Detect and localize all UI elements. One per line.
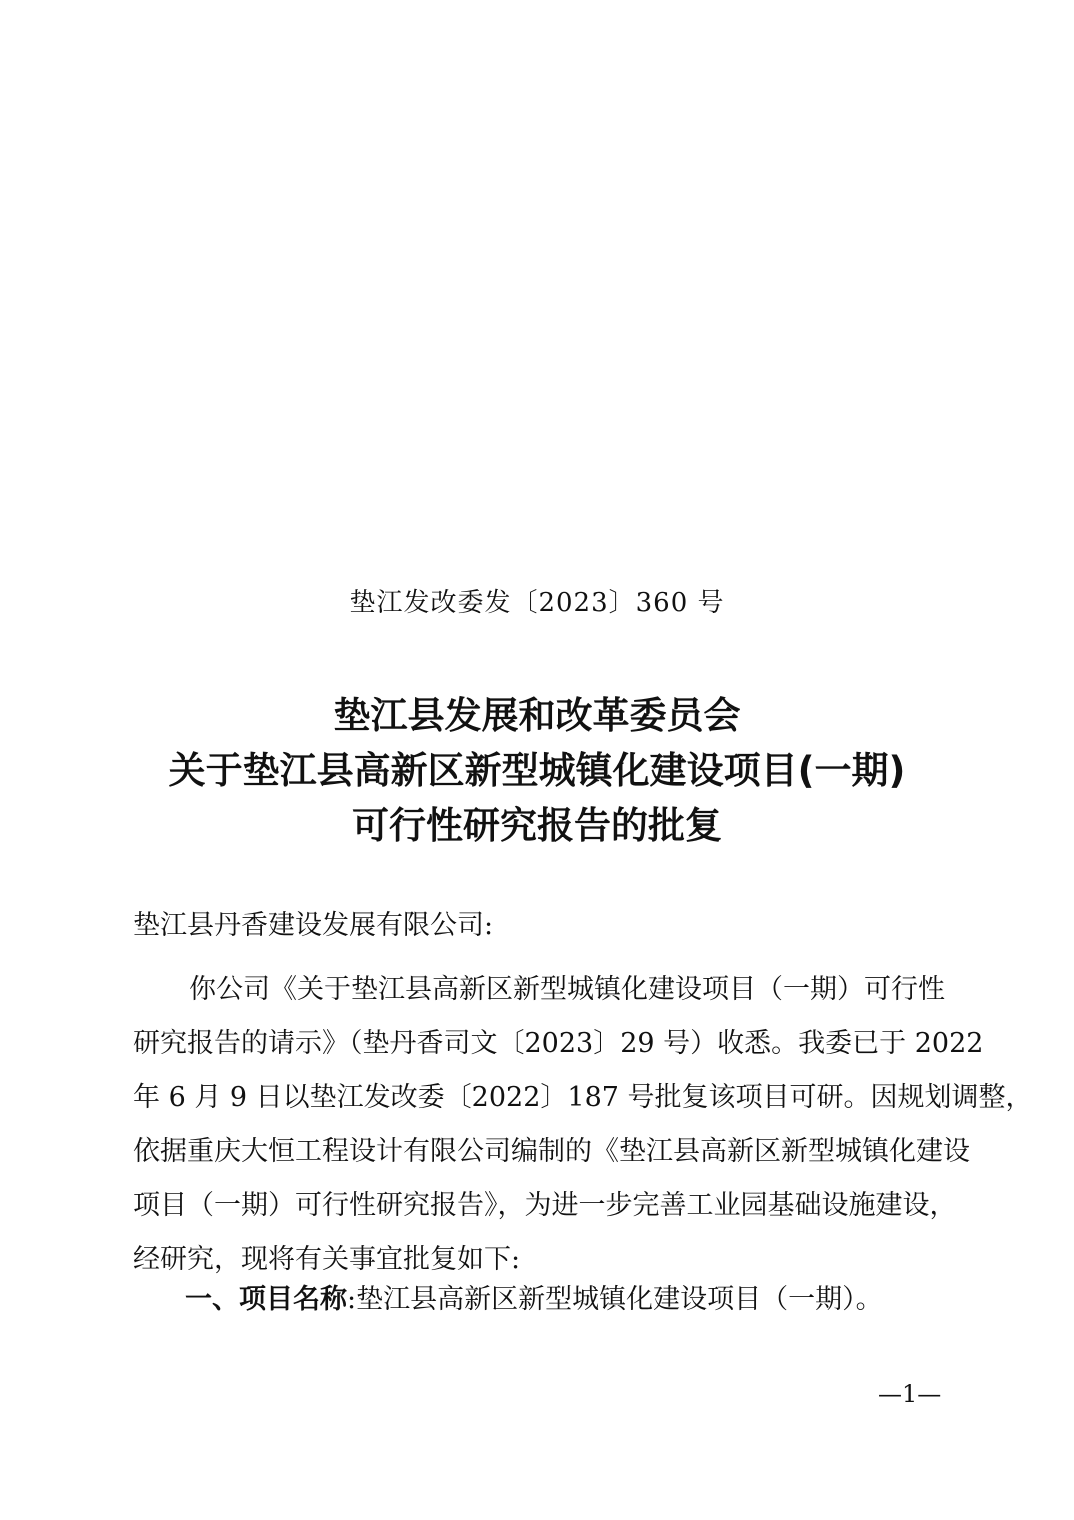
section-text: 垫江县高新区新型城镇化建设项目（一期）。 xyxy=(356,1284,883,1315)
section-project-name xyxy=(185,1277,883,1316)
body-paragraph xyxy=(133,963,1033,1287)
body-line-1: 你公司《关于垫江县高新区新型城镇化建设项目（一期）可行性 xyxy=(189,974,945,1005)
addressee: 垫江县丹香建设发展有限公司: xyxy=(133,910,494,941)
body-line-6: 经研究，现将有关事宜批复如下: xyxy=(133,1244,521,1275)
title-line-1: 垫江县发展和改革委员会 xyxy=(333,694,741,737)
body-line-4: 依据重庆大恒工程设计有限公司编制的《垫江县高新区新型城镇化建设 xyxy=(133,1136,970,1167)
title-line-2: 关于垫江县高新区新型城镇化建设项目(一期) xyxy=(168,749,906,792)
body-line-3: 年 6 月 9 日以垫江发改委〔2022〕187 号批复该项目可研。因规划调整， xyxy=(133,1082,1033,1113)
title-line-3: 可行性研究报告的批复 xyxy=(352,804,722,847)
body-line-5: 项目（一期）可行性研究报告》，为进一步完善工业园基础设施建设， xyxy=(133,1190,957,1221)
section-label: 一、项目名称 xyxy=(185,1284,347,1315)
body-line-2: 研究报告的请示》（垫丹香司文〔2023〕29 号）收悉。我委已于 2022 xyxy=(133,1028,984,1059)
page-number: —1— xyxy=(878,1380,942,1408)
document-title xyxy=(0,688,1074,853)
document-number: 垫江发改委发〔2023〕360 号 xyxy=(349,588,725,618)
section-separator: : xyxy=(347,1284,357,1315)
